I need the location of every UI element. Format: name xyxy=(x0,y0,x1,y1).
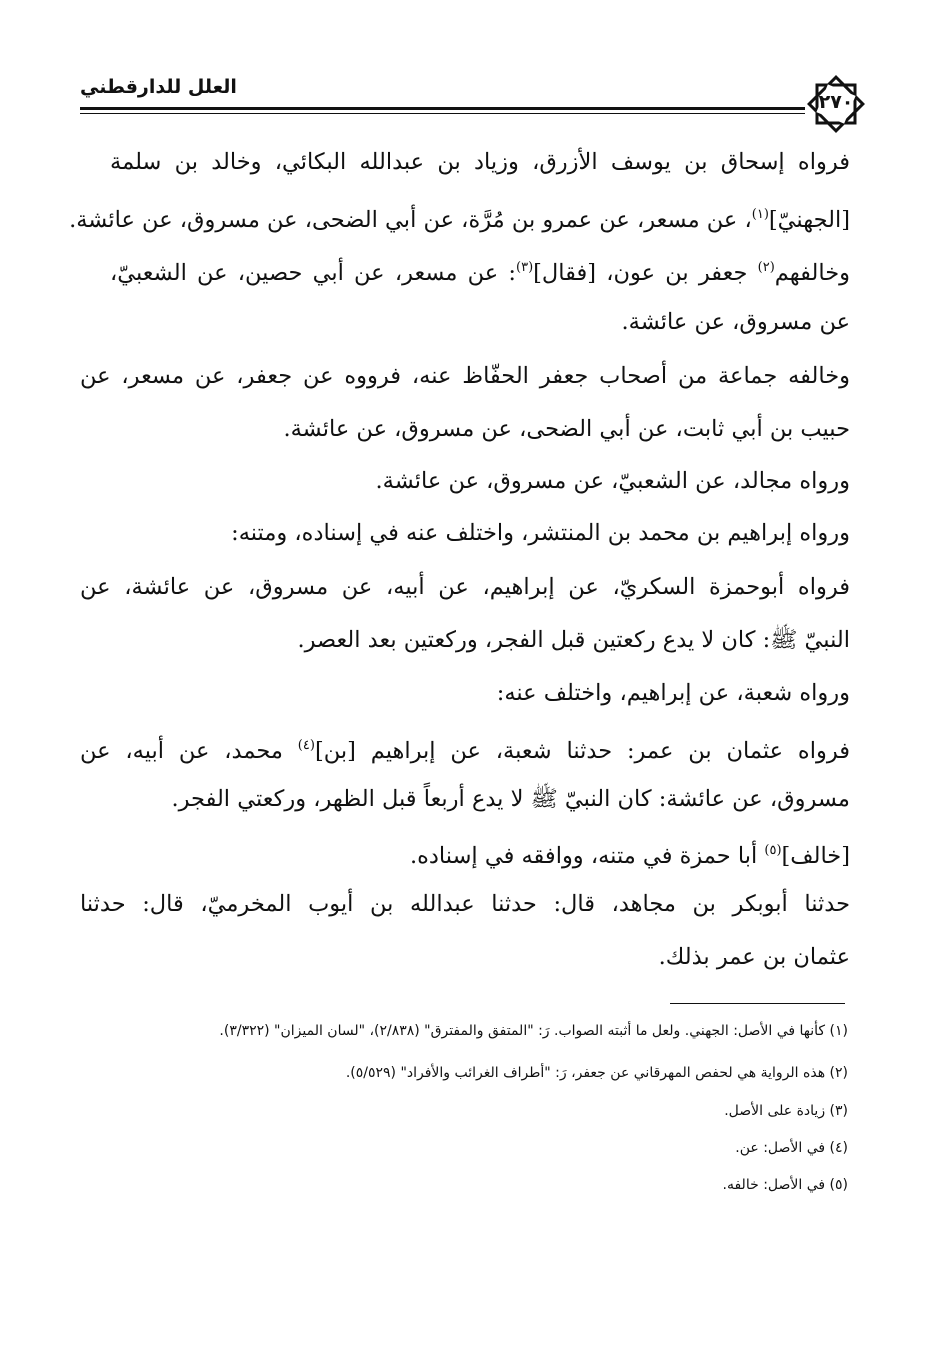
text-run: فرواه عثمان بن عمر: حدثنا شعبة، عن إبراهيم [بن] xyxy=(314,738,850,764)
footnote: (٥) في الأصل: خالفه. xyxy=(722,1177,848,1193)
footnote-marker: (٤) xyxy=(297,738,315,753)
text-run: فرواه أبوحمزة السكريّ، عن إبراهيم، عن أبيه، عن مسروق، عن عائشة، عن xyxy=(80,574,850,600)
text-run: عثمان بن عمر بذلك. xyxy=(658,944,850,970)
text-run: : عن مسعر، عن أبي حصين، عن الشعبيّ، xyxy=(110,260,517,286)
text-run: جعفر بن عون، [فقال] xyxy=(533,260,758,286)
text-line xyxy=(80,889,850,919)
text-line xyxy=(80,625,850,655)
text-run: ورواه مجالد، عن الشعبيّ، عن مسروق، عن عائشة. xyxy=(375,468,850,494)
text-line xyxy=(80,518,850,548)
text-run: أبا حمزة في متنه، ووافقه في إسناده. xyxy=(409,843,765,869)
footnote-marker: (١) xyxy=(751,207,769,222)
text-run: ، عن مسعر، عن عمرو بن مُرَّة، عن أبي الضحى، عن مسروق، عن عائشة. xyxy=(69,207,752,233)
page-number-badge xyxy=(806,74,866,134)
text-line xyxy=(110,253,850,288)
text-line xyxy=(69,200,850,235)
text-run: [الجهنيّ] xyxy=(768,207,850,233)
footnote-separator xyxy=(670,1003,845,1004)
text-line xyxy=(80,307,850,337)
text-run: [خالف] xyxy=(781,843,850,869)
footnote-marker: (٥) xyxy=(764,843,782,858)
footnote: (١) كأنها في الأصل: الجهني. ولعل ما أثبته الصواب. رَ: "المتفق والمفترق" (٢/٨٣٨)، "لسان الميزان" (٣/٣٢٢). xyxy=(219,1023,848,1039)
footnote: (٤) في الأصل: عن. xyxy=(735,1140,848,1156)
page-number: ٢٧٠ xyxy=(818,91,854,113)
text-line xyxy=(80,361,850,391)
text-run: ورواه إبراهيم بن محمد بن المنتشر، واختلف عنه في إسناده، ومتنه: xyxy=(231,520,850,546)
text-line xyxy=(80,942,850,972)
text-run: حدثنا أبوبكر بن مجاهد، قال: حدثنا عبدالله بن أيوب المخرميّ، قال: حدثنا xyxy=(80,891,850,917)
text-line xyxy=(80,572,850,602)
text-run: محمد، عن أبيه، عن xyxy=(80,738,298,764)
text-line xyxy=(80,784,850,814)
text-run: ورواه شعبة، عن إبراهيم، واختلف عنه: xyxy=(496,680,850,706)
header-rule-thick xyxy=(80,107,805,110)
text-run: وخالفهم xyxy=(774,260,850,286)
text-run: وخالفه جماعة من أصحاب جعفر الحفّاظ عنه، فرووه عن جعفر، عن مسعر، عن xyxy=(80,363,850,389)
text-line xyxy=(110,147,850,177)
footnote-marker: (٣) xyxy=(516,260,534,275)
text-run: مسروق، عن عائشة: كان النبيّ ﷺ لا يدع أربعاً قبل الظهر، وركعتي الفجر. xyxy=(171,786,850,812)
text-line xyxy=(80,466,850,496)
text-run: حبيب بن أبي ثابت، عن أبي الضحى، عن مسروق، عن عائشة. xyxy=(283,416,850,442)
text-run: عن مسروق، عن عائشة. xyxy=(621,309,850,335)
footnote-marker: (٢) xyxy=(757,260,775,275)
footnote: (٢) هذه الرواية هي لحفص المهرقاني عن جعفر، رَ: "أطراف الغرائب والأفراد" (٥/٥٢٩). xyxy=(345,1065,848,1081)
text-line xyxy=(80,678,850,708)
running-header-title: العلل للدارقطني xyxy=(80,76,237,98)
text-run: فرواه إسحاق بن يوسف الأزرق، وزياد بن عبدالله البكائي، وخالد بن سلمة xyxy=(110,149,850,175)
footnote: (٣) زيادة على الأصل. xyxy=(724,1103,848,1119)
text-run: النبيّ ﷺ: كان لا يدع ركعتين قبل الفجر، وركعتين بعد العصر. xyxy=(297,627,850,653)
text-line xyxy=(80,731,850,766)
text-line xyxy=(80,836,850,871)
text-line xyxy=(80,414,850,444)
header-rule-thin xyxy=(80,113,805,114)
